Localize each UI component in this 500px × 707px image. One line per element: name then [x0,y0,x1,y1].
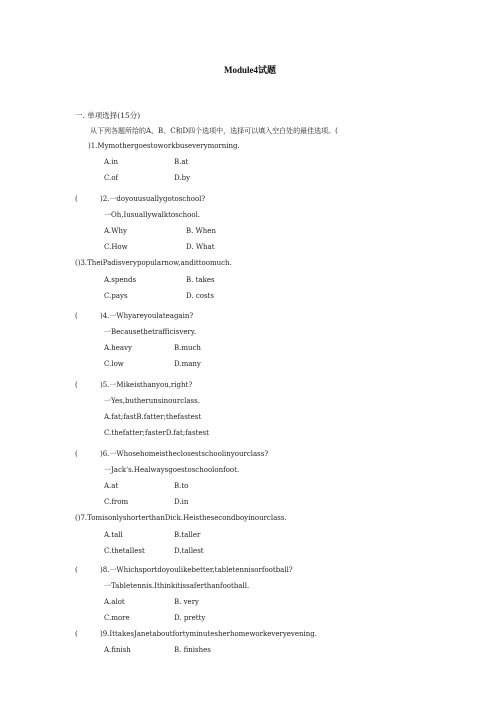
option-a: A.at [104,482,119,490]
option-a: A.tall [104,531,123,539]
answer-paren: ( [75,450,78,458]
option-c: C.How [104,243,128,251]
option-b: B.much [174,344,201,352]
option-c: C.from [104,498,129,506]
question-5 [75,381,192,390]
question-stem: ()7.TomisonlyshorterthanDick.Heisthesecondboyinourclass. [75,514,287,522]
answer-paren: ( [75,381,78,389]
option-c: C.more [104,614,130,622]
options-row [104,646,211,655]
options-row [104,158,188,167]
option-d: D.by [174,174,191,182]
question-8 [75,566,293,575]
options-row [104,498,188,507]
options-row [104,547,204,556]
option-d: D.in [174,498,189,506]
option-d: D. pretty [174,614,206,622]
answer-paren: ( [75,630,78,638]
option-b: B. When [186,227,216,235]
question-sub: 一Tabletennis.Ithinkitissaferthanfootball. [104,582,250,590]
question-stem: )1.Mymothergoestoworkbuseverymorning. [88,142,240,150]
option-a: A.spends [104,276,137,284]
option-c: C.low [104,360,124,368]
option-c: C.thetallest [104,547,145,555]
question-stem: ()3.TheiPadisverypopularnow,andittoomuch. [75,259,232,267]
options-row [104,243,215,252]
section-heading: 一. 单项选择(15分) [75,111,141,120]
question-stem: )5.一Mikeisthanyou,right? [100,381,193,389]
question-6 [75,450,268,459]
options-row [104,344,201,353]
option-b: B. takes [186,276,215,284]
question-3 [75,259,232,268]
question-stem: )2.一doyouusuallygotoschool? [100,195,206,203]
question-stem: )8.一Whichsportdoyoulikebetter,tabletennisorfootball? [100,566,293,574]
option-d: D.tallest [174,547,204,555]
options-row [104,531,200,540]
options-row [104,174,190,183]
option-d: D. What [186,243,215,251]
question-sub: 一Yes,butherunsinourclass. [104,397,200,405]
answer-paren: ( [75,312,78,320]
question-2 [75,195,205,204]
option-b: B.to [174,482,189,490]
option-b: B. finishes [174,646,211,654]
option-c: C.of [104,174,119,182]
question-9 [75,630,317,639]
option-a: A.Why [104,227,127,235]
question-7 [75,514,287,523]
instruction-text: 从下列各题所给的A、B、C和D四个选项中，选择可以填入空白处的最佳选项。( [90,127,338,135]
answer-paren: ( [75,566,78,574]
options-row [104,598,199,607]
option-d: D.many [174,360,201,368]
option-c: C.pays [104,292,128,300]
question-sub: 一Jack's.Healwaysgoestoschoolonfoot. [104,466,240,474]
question-stem: )9.IttakesJanetaboutfortyminutesherhomeworkeveryevening. [100,630,317,638]
option-a: A.alot [104,598,125,606]
options-row [104,614,205,623]
option-b: B. very [174,598,199,606]
page-title: Module4试题 [223,65,276,75]
answer-paren: ( [75,195,78,203]
question-stem: )4.一Whyareyoulateagain? [100,312,194,320]
options-row [104,276,215,285]
option-b: B.at [174,158,189,166]
options-row [104,360,201,369]
option-b: B.taller [174,531,201,539]
options-row [104,292,214,301]
question-sub: 一Oh,Iusuallywalktoschool. [104,211,201,219]
options-row [104,482,188,491]
option-a: A.heavy [104,344,133,352]
options-row [104,227,216,236]
question-sub: 一Becausethetrafficisvery. [104,328,197,336]
options-row: A.fat;fastB.fatter;thefastest [104,413,202,421]
option-a: A.finish [104,646,131,654]
options-row: C.thefatter;fasterD.fat;fastest [104,429,209,437]
option-a: A.in [104,158,119,166]
question-stem: )6.一Whosehomeistheclosestschoolinyourclass? [100,450,269,458]
question-1 [75,142,240,151]
question-4 [75,312,193,321]
option-d: D. costs [186,292,214,300]
